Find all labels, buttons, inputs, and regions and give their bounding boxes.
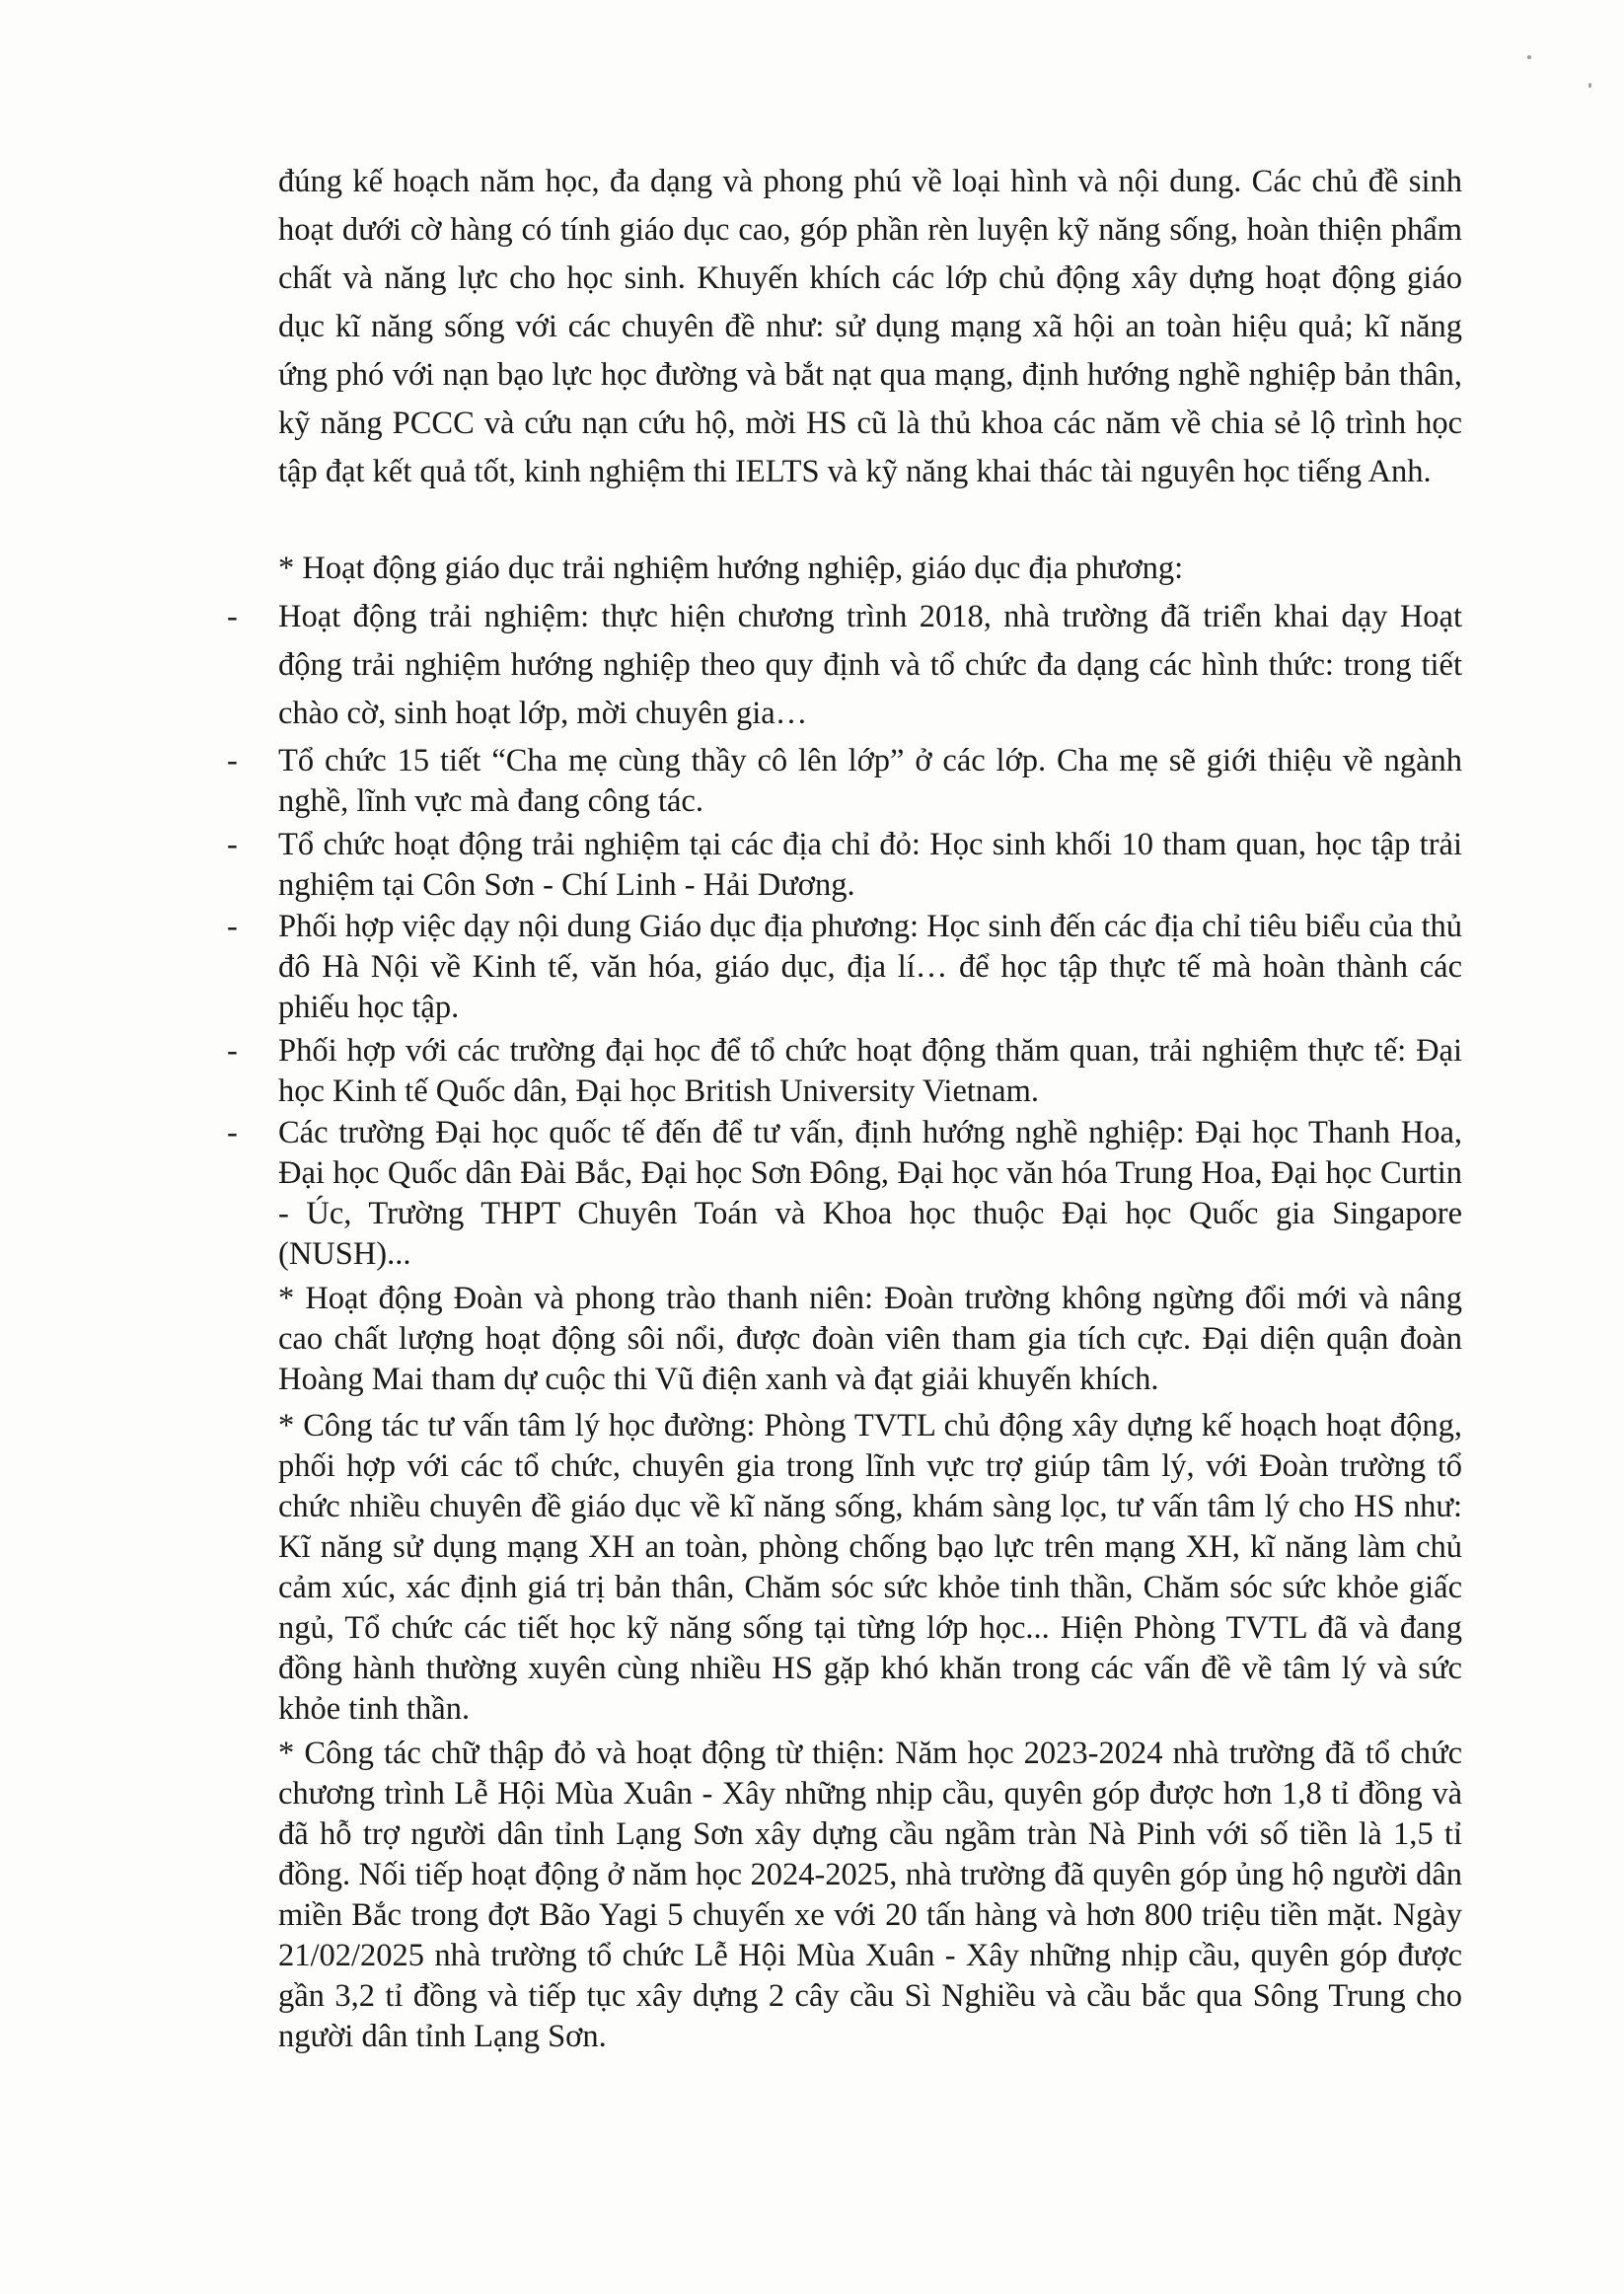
paragraph-school-counseling: * Công tác tư vấn tâm lý học đường: Phòng TVTL chủ động xây dựng kế hoạch hoạt động, phối hợp với các tổ chức, chuyên gia trong lĩnh vực trợ giúp tâm lý, với Đoàn trường tổ chức nhiều chuyên đề giáo dục về kĩ năng sống, khám sàng lọc, tư vấn tâm lý cho HS như: Kĩ năng sử dụng mạng XH an toàn, phòng chống bạo lực trên mạng XH, kĩ năng làm chủ cảm xúc, xác định giá trị bản thân, Chăm sóc sức khỏe tinh thần, Chăm sóc sức khỏe giấc ngủ, Tổ chức các tiết học kỹ năng sống tại từng lớp học... Hiện Phòng TVTL đã và đang đồng hành thường xuyên cùng nhiều HS gặp khó khăn trong các vấn đề về tâm lý và sức khỏe tinh thần. [278, 1408, 1462, 1727]
bullet-dash: - [227, 599, 238, 634]
list-item-text: Các trường Đại học quốc tế đến để tư vấn, định hướng nghề nghiệp: Đại học Thanh Hoa, Đại học Quốc dân Đài Bắc, Đại học Sơn Đông, Đại học văn hóa Trung Hoa, Đại học Curtin - Úc, Trường THPT Chuyên Toán và Khoa học thuộc Đại học Quốc gia Singapore (NUSH)... [278, 1115, 1462, 1272]
bullet-dash: - [227, 743, 238, 778]
list-item-text: Tổ chức 15 tiết “Cha mẹ cùng thầy cô lên lớp” ở các lớp. Cha mẹ sẽ giới thiệu về ngành nghề, lĩnh vực mà đang công tác. [278, 743, 1462, 819]
heading-experiential-education: * Hoạt động giáo dục trải nghiệm hướng nghiệp, giáo dục địa phương: [278, 551, 1184, 586]
paragraph-life-skills: đúng kế hoạch năm học, đa dạng và phong phú về loại hình và nội dung. Các chủ đề sinh hoạt dưới cờ hàng có tính giáo dục cao, góp phần rèn luyện kỹ năng sống, hoàn thiện phẩm chất và năng lực cho học sinh. Khuyến khích các lớp chủ động xây dựng hoạt động giáo dục kĩ năng sống với các chuyên đề như: sử dụng mạng xã hội an toàn hiệu quả; kĩ năng ứng phó với nạn bạo lực học đường và bắt nạt qua mạng, định hướng nghề nghiệp bản thân, kỹ năng PCCC và cứu nạn cứu hộ, mời HS cũ là thủ khoa các năm về chia sẻ lộ trình học tập đạt kết quả tốt, kinh nghiệm thi IELTS và kỹ năng khai thác tài nguyên học tiếng Anh. [278, 164, 1462, 489]
scan-speck [1588, 83, 1591, 88]
bullet-dash: - [227, 1033, 238, 1069]
paragraph-charity: * Công tác chữ thập đỏ và hoạt động từ thiện: Năm học 2023-2024 nhà trường đã tổ chức chương trình Lễ Hội Mùa Xuân - Xây những nhịp cầu, quyên góp được hơn 1,8 tỉ đồng và đã hỗ trợ người dân tỉnh Lạng Sơn xây dựng cầu ngầm tràn Nà Pinh với số tiền là 1,5 tỉ đồng. Nối tiếp hoạt động ở năm học 2024-2025, nhà trường đã quyên góp ủng hộ người dân miền Bắc trong đợt Bão Yagi 5 chuyến xe với 20 tấn hàng và hơn 800 triệu tiền mặt. Ngày 21/02/2025 nhà trường tổ chức Lễ Hội Mùa Xuân - Xây những nhịp cầu, quyên góp được gần 3,2 tỉ đồng và tiếp tục xây dựng 2 cây cầu Sì Nghiều và cầu bắc qua Sông Trung cho người dân tỉnh Lạng Sơn. [278, 1736, 1462, 2054]
list-item-text: Phối hợp với các trường đại học để tổ chức hoạt động thăm quan, trải nghiệm thực tế: Đại học Kinh tế Quốc dân, Đại học British University Vietnam. [278, 1033, 1462, 1109]
bullet-dash: - [227, 909, 238, 944]
list-item-text: Tổ chức hoạt động trải nghiệm tại các địa chỉ đỏ: Học sinh khối 10 tham quan, học tập trải nghiệm tại Côn Sơn - Chí Linh - Hải Dương. [278, 827, 1462, 903]
list-item-text: Phối hợp việc dạy nội dung Giáo dục địa phương: Học sinh đến các địa chỉ tiêu biểu của thủ đô Hà Nội về Kinh tế, văn hóa, giáo dục, địa lí… để học tập thực tế mà hoàn thành các phiếu học tập. [278, 909, 1462, 1025]
bullet-dash: - [227, 1115, 238, 1150]
paragraph-youth-union: * Hoạt động Đoàn và phong trào thanh niên: Đoàn trường không ngừng đổi mới và nâng cao chất lượng hoạt động sôi nổi, được đoàn viên tham gia tích cực. Đại diện quận đoàn Hoàng Mai tham dự cuộc thi Vũ điện xanh và đạt giải khuyến khích. [278, 1281, 1462, 1397]
list-item-text: Hoạt động trải nghiệm: thực hiện chương trình 2018, nhà trường đã triển khai dạy Hoạt động trải nghiệm hướng nghiệp theo quy định và tổ chức đa dạng các hình thức: trong tiết chào cờ, sinh hoạt lớp, mời chuyên gia… [278, 599, 1462, 731]
bullet-dash: - [227, 827, 238, 862]
scan-speck [1527, 55, 1531, 59]
